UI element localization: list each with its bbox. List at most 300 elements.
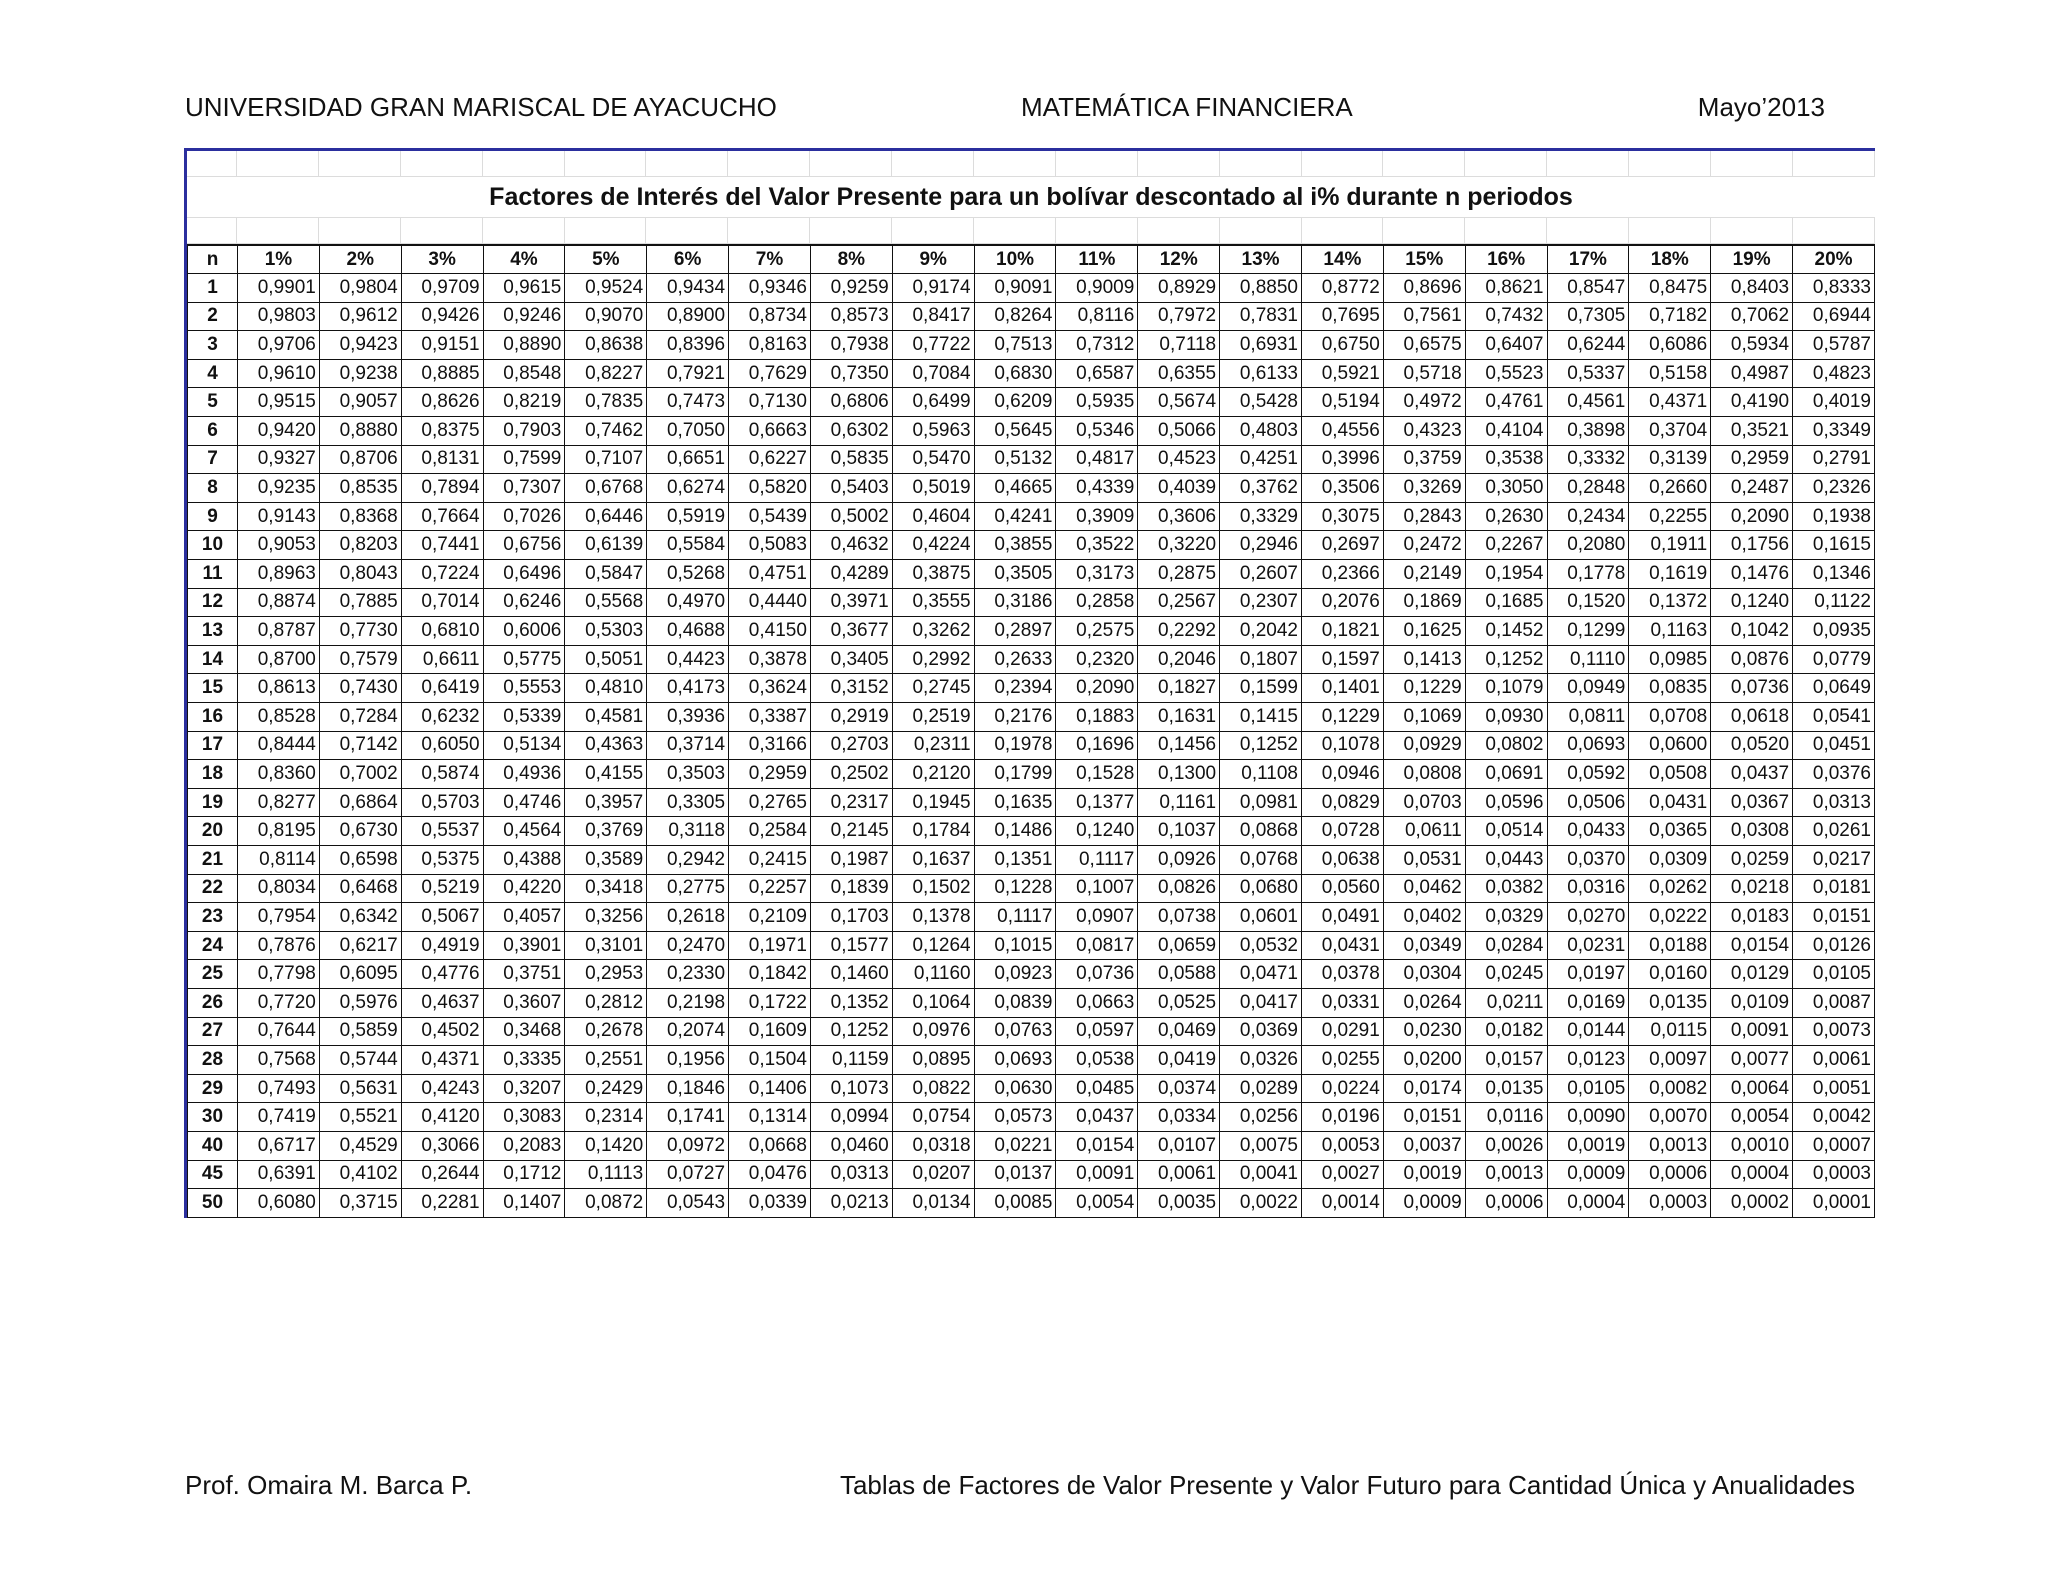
factor-cell: 0,0183 [1711,903,1793,932]
factor-cell: 0,2633 [974,645,1056,674]
factor-cell: 0,2959 [729,760,811,789]
factor-cell: 0,0485 [1056,1074,1138,1103]
factor-cell: 0,2630 [1465,502,1547,531]
factor-cell: 0,0736 [1711,674,1793,703]
factor-cell: 0,3468 [483,1017,565,1046]
factor-cell: 0,0532 [1220,931,1302,960]
factor-cell: 0,9143 [238,502,320,531]
factor-cell: 0,7954 [238,903,320,932]
factor-cell: 0,0508 [1629,760,1711,789]
factor-cell: 0,7493 [238,1074,320,1103]
factor-cell: 0,8772 [1301,274,1383,303]
rate-column-header: 14% [1301,245,1383,274]
factor-cell: 0,4970 [647,588,729,617]
factor-cell: 0,3349 [1793,417,1875,446]
factor-cell: 0,0663 [1056,988,1138,1017]
document-description: Tablas de Factores de Valor Presente y Valor Futuro para Cantidad Única y Anualidades [839,1470,1855,1500]
factor-cell: 0,0736 [1056,960,1138,989]
period-cell: 15 [188,674,238,703]
factor-cell: 0,9238 [319,359,401,388]
factor-cell: 0,3503 [647,760,729,789]
rate-column-header: 19% [1711,245,1793,274]
factor-cell: 0,1486 [974,817,1056,846]
factor-cell: 0,1113 [565,1160,647,1189]
page-header [185,92,1825,132]
document-date: Mayo’2013 [1697,92,1825,122]
factor-cell: 0,7430 [319,674,401,703]
rate-column-header: 6% [647,245,729,274]
factor-cell: 0,2775 [647,874,729,903]
factor-cell: 0,4746 [483,788,565,817]
factor-cell: 0,6217 [319,931,401,960]
factor-cell: 0,8929 [1138,274,1220,303]
factor-cell: 0,0471 [1220,960,1302,989]
factor-cell: 0,1597 [1301,645,1383,674]
factor-cell: 0,3855 [974,531,1056,560]
rate-column-header: 15% [1383,245,1465,274]
factor-cell: 0,0006 [1465,1189,1547,1218]
factor-cell: 0,0051 [1793,1074,1875,1103]
factor-cell: 0,5158 [1629,359,1711,388]
factor-cell: 0,0659 [1138,931,1220,960]
factor-cell: 0,2090 [1056,674,1138,703]
factor-cell: 0,1869 [1383,588,1465,617]
factor-cell: 0,5375 [401,845,483,874]
factor-cell: 0,3506 [1301,474,1383,503]
factor-cell: 0,7130 [729,388,811,417]
period-cell: 14 [188,645,238,674]
factor-cell: 0,7142 [319,731,401,760]
factor-cell: 0,3305 [647,788,729,817]
factor-cell: 0,0708 [1629,703,1711,732]
factor-cell: 0,2575 [1056,617,1138,646]
period-cell: 8 [188,474,238,503]
factor-cell: 0,0930 [1465,703,1547,732]
factor-cell: 0,8219 [483,388,565,417]
factor-cell: 0,5775 [483,645,565,674]
factor-cell: 0,0596 [1465,788,1547,817]
factor-cell: 0,1346 [1793,560,1875,589]
factor-cell: 0,1117 [1056,845,1138,874]
factor-cell: 0,4632 [810,531,892,560]
factor-cell: 0,6446 [565,502,647,531]
table-row [188,302,1875,331]
factor-cell: 0,0929 [1383,731,1465,760]
factor-cell: 0,3269 [1383,474,1465,503]
factor-cell: 0,6931 [1220,331,1302,360]
factor-cell: 0,6651 [647,445,729,474]
table-row [188,1046,1875,1075]
factor-cell: 0,0196 [1301,1103,1383,1132]
factor-cell: 0,7473 [647,388,729,417]
factor-cell: 0,0154 [1056,1131,1138,1160]
factor-cell: 0,2953 [565,960,647,989]
factor-cell: 0,9615 [483,274,565,303]
factor-cell: 0,2267 [1465,531,1547,560]
factor-cell: 0,1252 [1465,645,1547,674]
rate-column-header: 1% [238,245,320,274]
factor-cell: 0,0374 [1138,1074,1220,1103]
factor-cell: 0,0417 [1220,988,1302,1017]
factor-cell: 0,0573 [974,1103,1056,1132]
factor-cell: 0,0316 [1547,874,1629,903]
factor-cell: 0,0091 [1056,1160,1138,1189]
period-cell: 5 [188,388,238,417]
factor-cell: 0,0073 [1793,1017,1875,1046]
factor-cell: 0,7441 [401,531,483,560]
factor-cell: 0,1264 [892,931,974,960]
rate-column-header: 7% [729,245,811,274]
period-cell: 18 [188,760,238,789]
factor-cell: 0,6227 [729,445,811,474]
university-name: UNIVERSIDAD GRAN MARISCAL DE AYACUCHO [185,92,777,122]
factor-cell: 0,0004 [1711,1160,1793,1189]
factor-cell: 0,1846 [647,1074,729,1103]
period-cell: 6 [188,417,238,446]
factor-cell: 0,0054 [1056,1189,1138,1218]
factor-cell: 0,2090 [1711,502,1793,531]
factor-cell: 0,9709 [401,274,483,303]
factor-cell: 0,0691 [1465,760,1547,789]
factor-cell: 0,8573 [810,302,892,331]
period-cell: 20 [188,817,238,846]
factor-cell: 0,1240 [1056,817,1138,846]
factor-cell: 0,2607 [1220,560,1302,589]
factor-cell: 0,3262 [892,617,974,646]
factor-cell: 0,7432 [1465,302,1547,331]
factor-cell: 0,8195 [238,817,320,846]
factor-cell: 0,3762 [1220,474,1302,503]
factor-cell: 0,1476 [1711,560,1793,589]
factor-cell: 0,5674 [1138,388,1220,417]
factor-cell: 0,0182 [1465,1017,1547,1046]
factor-cell: 0,6806 [810,388,892,417]
factor-cell: 0,6391 [238,1160,320,1189]
factor-cell: 0,8885 [401,359,483,388]
factor-cell: 0,3335 [483,1046,565,1075]
factor-cell: 0,7026 [483,502,565,531]
period-cell: 10 [188,531,238,560]
factor-cell: 0,0222 [1629,903,1711,932]
period-cell: 50 [188,1189,238,1218]
factor-cell: 0,9706 [238,331,320,360]
factor-cell: 0,2366 [1301,560,1383,589]
factor-cell: 0,0592 [1547,760,1629,789]
factor-cell: 0,0003 [1793,1160,1875,1189]
factor-cell: 0,0907 [1056,903,1138,932]
period-cell: 45 [188,1160,238,1189]
factor-cell: 0,2317 [810,788,892,817]
factor-cell: 0,3878 [729,645,811,674]
factor-cell: 0,1712 [483,1160,565,1189]
factor-cell: 0,0935 [1793,617,1875,646]
factor-cell: 0,0105 [1547,1074,1629,1103]
factor-cell: 0,4523 [1138,445,1220,474]
factor-cell: 0,6246 [483,588,565,617]
factor-cell: 0,3152 [810,674,892,703]
factor-cell: 0,6232 [401,703,483,732]
factor-cell: 0,7835 [565,388,647,417]
factor-cell: 0,0289 [1220,1074,1302,1103]
factor-cell: 0,2812 [565,988,647,1017]
factor-cell: 0,9174 [892,274,974,303]
factor-cell: 0,1911 [1629,531,1711,560]
factor-cell: 0,5019 [892,474,974,503]
factor-cell: 0,2946 [1220,531,1302,560]
factor-cell: 0,1351 [974,845,1056,874]
factor-cell: 0,0829 [1301,788,1383,817]
factor-cell: 0,0431 [1301,931,1383,960]
factor-cell: 0,0230 [1383,1017,1465,1046]
spreadsheet [184,148,1875,1218]
factor-cell: 0,1252 [1220,731,1302,760]
factor-cell: 0,6611 [401,645,483,674]
factor-cell: 0,1778 [1547,560,1629,589]
factor-cell: 0,1406 [729,1074,811,1103]
table-title: Factores de Interés del Valor Presente para un bolívar descontado al i% durante n periodos [187,177,1875,218]
factor-cell: 0,7644 [238,1017,320,1046]
factor-cell: 0,2697 [1301,531,1383,560]
factor-cell: 0,0923 [974,960,1056,989]
factor-cell: 0,6302 [810,417,892,446]
factor-cell: 0,0926 [1138,845,1220,874]
factor-cell: 0,0334 [1138,1103,1220,1132]
factor-cell: 0,2307 [1220,588,1302,617]
factor-cell: 0,1609 [729,1017,811,1046]
factor-cell: 0,3714 [647,731,729,760]
factor-cell: 0,4150 [729,617,811,646]
factor-cell: 0,3220 [1138,531,1220,560]
factor-cell: 0,1108 [1220,760,1302,789]
factor-cell: 0,0402 [1383,903,1465,932]
factor-cell: 0,8890 [483,331,565,360]
factor-cell: 0,6419 [401,674,483,703]
factor-cell: 0,6830 [974,359,1056,388]
factor-cell: 0,3704 [1629,417,1711,446]
factor-cell: 0,0224 [1301,1074,1383,1103]
factor-cell: 0,3936 [647,703,729,732]
factor-cell: 0,0082 [1629,1074,1711,1103]
rate-column-header: 2% [319,245,401,274]
factor-cell: 0,0313 [810,1160,892,1189]
factor-cell: 0,3418 [565,874,647,903]
table-row [188,731,1875,760]
factor-cell: 0,1504 [729,1046,811,1075]
period-cell: 27 [188,1017,238,1046]
factor-cell: 0,0105 [1793,960,1875,989]
factor-cell: 0,7014 [401,588,483,617]
factor-cell: 0,2919 [810,703,892,732]
factor-cell: 0,0433 [1547,817,1629,846]
factor-cell: 0,2292 [1138,617,1220,646]
factor-cell: 0,0090 [1547,1103,1629,1132]
period-cell: 12 [188,588,238,617]
table-row [188,617,1875,646]
factor-cell: 0,7972 [1138,302,1220,331]
factor-cell: 0,2076 [1301,588,1383,617]
factor-cell: 0,1520 [1547,588,1629,617]
factor-cell: 0,2074 [647,1017,729,1046]
factor-cell: 0,5847 [565,560,647,589]
factor-cell: 0,2678 [565,1017,647,1046]
factor-cell: 0,8203 [319,531,401,560]
factor-cell: 0,5935 [1056,388,1138,417]
factor-cell: 0,7084 [892,359,974,388]
factor-cell: 0,7513 [974,331,1056,360]
period-cell: 2 [188,302,238,331]
factor-cell: 0,6663 [729,417,811,446]
table-row [188,874,1875,903]
factor-cell: 0,1807 [1220,645,1302,674]
period-cell: 9 [188,502,238,531]
rate-column-header: 12% [1138,245,1220,274]
factor-cell: 0,0261 [1793,817,1875,846]
factor-cell: 0,7419 [238,1103,320,1132]
period-cell: 30 [188,1103,238,1132]
factor-cell: 0,0304 [1383,960,1465,989]
factor-cell: 0,0217 [1793,845,1875,874]
rate-column-header: 17% [1547,245,1629,274]
factor-cell: 0,1110 [1547,645,1629,674]
factor-cell: 0,0326 [1220,1046,1302,1075]
factor-cell: 0,1042 [1711,617,1793,646]
factor-cell: 0,2858 [1056,588,1138,617]
course-name: MATEMÁTICA FINANCIERA [1021,92,1353,122]
factor-cell: 0,3173 [1056,560,1138,589]
factor-cell: 0,1252 [810,1017,892,1046]
factor-cell: 0,0259 [1711,845,1793,874]
factor-cell: 0,6133 [1220,359,1302,388]
factor-cell: 0,9612 [319,302,401,331]
factor-cell: 0,2660 [1629,474,1711,503]
factor-cell: 0,0763 [974,1017,1056,1046]
factor-cell: 0,8706 [319,445,401,474]
empty-grid-row [187,151,1875,177]
factor-cell: 0,7307 [483,474,565,503]
factor-cell: 0,4339 [1056,474,1138,503]
factor-cell: 0,8696 [1383,274,1465,303]
factor-cell: 0,5134 [483,731,565,760]
factor-cell: 0,7050 [647,417,729,446]
period-cell: 28 [188,1046,238,1075]
factor-cell: 0,2145 [810,817,892,846]
factor-cell: 0,2502 [810,760,892,789]
factor-cell: 0,8528 [238,703,320,732]
factor-cell: 0,8264 [974,302,1056,331]
factor-cell: 0,2644 [401,1160,483,1189]
factor-cell: 0,0137 [974,1160,1056,1189]
factor-cell: 0,0087 [1793,988,1875,1017]
factor-cell: 0,1971 [729,931,811,960]
table-row [188,960,1875,989]
factor-cell: 0,9009 [1056,274,1138,303]
factor-cell: 0,1821 [1301,617,1383,646]
period-cell: 23 [188,903,238,932]
factor-cell: 0,9091 [974,274,1056,303]
table-row [188,388,1875,417]
factor-cell: 0,2330 [647,960,729,989]
factor-cell: 0,8613 [238,674,320,703]
factor-cell: 0,1163 [1629,617,1711,646]
factor-cell: 0,0134 [892,1189,974,1218]
table-row [188,1017,1875,1046]
factor-cell: 0,8535 [319,474,401,503]
factor-cell: 0,8277 [238,788,320,817]
factor-cell: 0,8880 [319,417,401,446]
factor-cell: 0,4289 [810,560,892,589]
factor-cell: 0,6209 [974,388,1056,417]
factor-cell: 0,0284 [1465,931,1547,960]
table-row [188,674,1875,703]
factor-cell: 0,0218 [1711,874,1793,903]
period-cell: 11 [188,560,238,589]
factor-cell: 0,4190 [1711,388,1793,417]
factor-cell: 0,8963 [238,560,320,589]
factor-cell: 0,1945 [892,788,974,817]
factor-cell: 0,4817 [1056,445,1138,474]
factor-cell: 0,9346 [729,274,811,303]
rate-column-header: 16% [1465,245,1547,274]
factor-cell: 0,6587 [1056,359,1138,388]
factor-cell: 0,4561 [1547,388,1629,417]
factor-cell: 0,1079 [1465,674,1547,703]
factor-cell: 0,9610 [238,359,320,388]
factor-cell: 0,0520 [1711,731,1793,760]
factor-cell: 0,2618 [647,903,729,932]
factor-cell: 0,2314 [565,1103,647,1132]
period-cell: 24 [188,931,238,960]
table-row [188,1160,1875,1189]
factor-cell: 0,0514 [1465,817,1547,846]
factor-cell: 0,1637 [892,845,974,874]
table-row [188,760,1875,789]
period-cell: 22 [188,874,238,903]
factor-cell: 0,1528 [1056,760,1138,789]
factor-cell: 0,1722 [729,988,811,1017]
factor-cell: 0,8444 [238,731,320,760]
factor-cell: 0,0123 [1547,1046,1629,1075]
factor-cell: 0,1161 [1138,788,1220,817]
table-row [188,988,1875,1017]
factor-cell: 0,0476 [729,1160,811,1189]
factor-cell: 0,4919 [401,931,483,960]
factor-cell: 0,1741 [647,1103,729,1132]
factor-cell: 0,3329 [1220,502,1302,531]
period-cell: 3 [188,331,238,360]
factor-cell: 0,0256 [1220,1103,1302,1132]
factor-cell: 0,6730 [319,817,401,846]
factor-cell: 0,7312 [1056,331,1138,360]
factor-cell: 0,5553 [483,674,565,703]
factor-cell: 0,0070 [1629,1103,1711,1132]
factor-cell: 0,4761 [1465,388,1547,417]
factor-cell: 0,1460 [810,960,892,989]
factor-cell: 0,2959 [1711,445,1793,474]
factor-cell: 0,0027 [1301,1160,1383,1189]
factor-cell: 0,9515 [238,388,320,417]
factor-cell: 0,8900 [647,302,729,331]
factor-cell: 0,2281 [401,1189,483,1218]
factor-cell: 0,3759 [1383,445,1465,474]
factor-cell: 0,7107 [565,445,647,474]
factor-cell: 0,7876 [238,931,320,960]
period-cell: 17 [188,731,238,760]
factor-cell: 0,2434 [1547,502,1629,531]
factor-cell: 0,5744 [319,1046,401,1075]
factor-cell: 0,0091 [1711,1017,1793,1046]
factor-cell: 0,8621 [1465,274,1547,303]
factor-cell: 0,0010 [1711,1131,1793,1160]
